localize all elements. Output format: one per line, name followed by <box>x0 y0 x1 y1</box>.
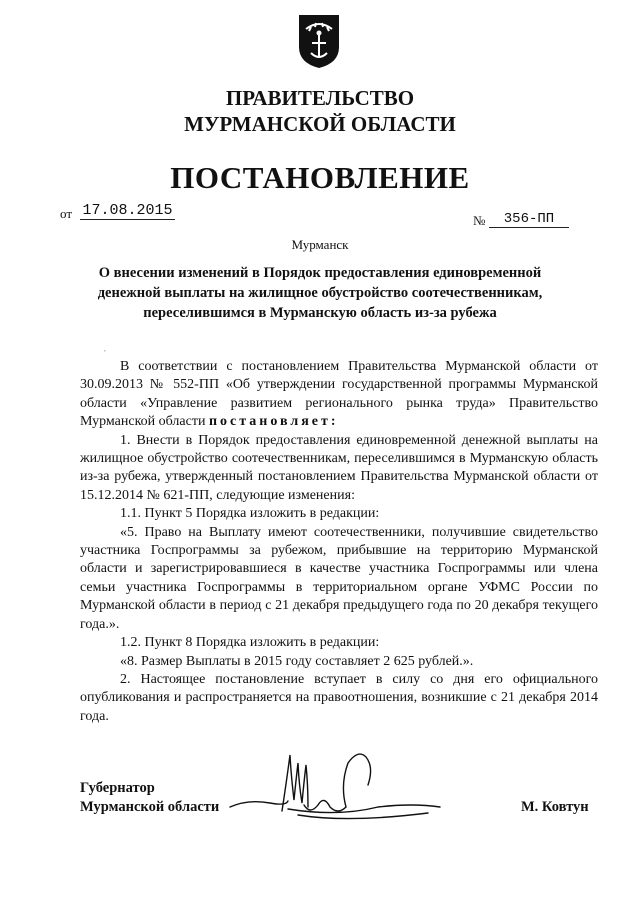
document-body <box>80 358 598 726</box>
paragraph-item-1-1: 1.1. Пункт 5 Порядка изложить в редакции: <box>120 506 380 522</box>
date-prefix: от <box>60 206 73 221</box>
paragraph-item-5-text: «5. Право на Выплату имеют соотечественники, получившие свидетельство участника Госпрограммы за рубежом, прибывшие на территорию Мурманской области и зарегистрировавшиеся в качестве участника Госпрограммы или члена семьи участника Госпрограммы в территориальном органе УФМС России по Мурманской области в период с 21 декабря предыдущего года по 20 декабря текущего года.». <box>80 524 598 632</box>
city-name: Мурманск <box>291 237 349 252</box>
government-name-line1: ПРАВИТЕЛЬСТВО <box>225 86 415 110</box>
stray-mark: , <box>104 345 106 353</box>
decree-keyword: постановляет <box>208 414 331 430</box>
number-prefix: № <box>473 213 486 228</box>
paragraph-item-8-text: «8. Размер Выплаты в 2015 году составляет 2 625 рублей.». <box>120 653 474 669</box>
preamble-text: В соответствии с постановлением Правительства Мурманской области от 30.09.2013 № 552-ПП «Об утверждении государственной программы Мурманской области «Управление развитием регионального рынка труда» Правительство Мурманской области <box>80 359 598 430</box>
signer-name: М. Ковтун <box>521 799 589 815</box>
paragraph-item-1: 1. Внести в Порядок предоставления единовременной денежной выплаты на жилищное обустройство соотечественникам, переселившимся в Мурманскую область из-за рубежа, утвержденный постановлением Правительства Мурманской области от 15.12.2014 № 621-ПП, следующие изменения: <box>80 432 598 503</box>
handwritten-signature <box>228 745 443 835</box>
paragraph-item-1-2: 1.2. Пункт 8 Порядка изложить в редакции: <box>120 635 380 651</box>
document-number: 356-ПП <box>489 211 569 228</box>
document-type: ПОСТАНОВЛЕНИЕ <box>170 160 470 195</box>
paragraph-item-2: 2. Настоящее постановление вступает в силу со дня его официального опубликования и распространяется на правоотношения, возникшие с 21 декабря 2014 года. <box>80 671 598 724</box>
paragraph-preamble <box>80 358 598 432</box>
coat-of-arms-emblem <box>297 13 341 69</box>
preamble-colon: : <box>330 414 336 430</box>
government-name-line2: МУРМАНСКОЙ ОБЛАСТИ <box>184 112 456 136</box>
signer-position-line2: Мурманской области <box>80 799 220 815</box>
document-date: 17.08.2015 <box>80 202 175 220</box>
signer-position-line1: Губернатор <box>80 780 155 796</box>
document-title: О внесении изменений в Порядок предоставления единовременной денежной выплаты на жилищное обустройство соотечественникам, переселившимся в Мурманскую область из-за рубежа <box>97 265 543 321</box>
